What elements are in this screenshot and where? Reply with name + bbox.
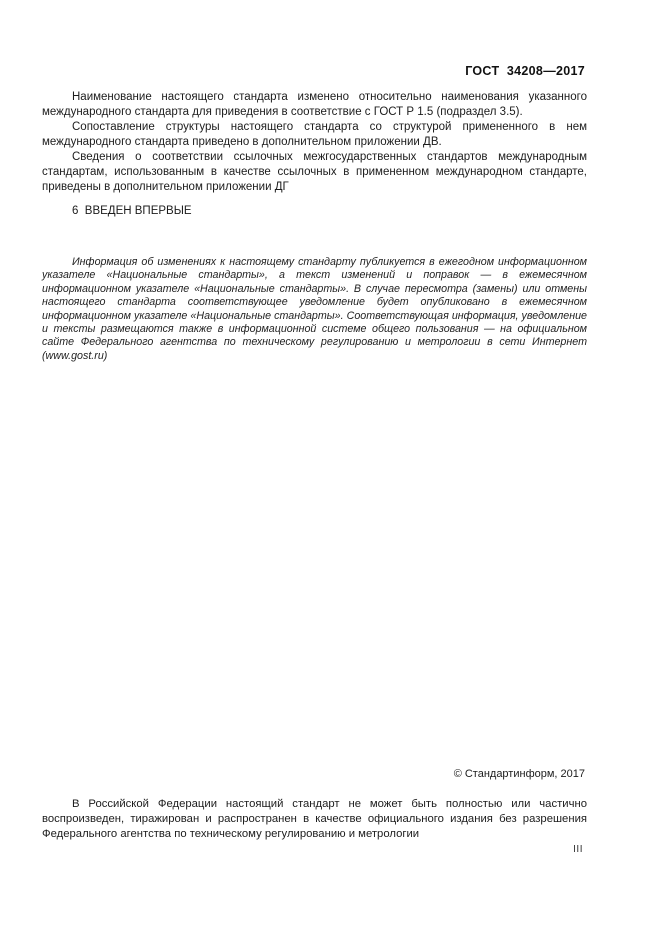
clause-6-introduced-first-time: 6 ВВЕДЕН ВПЕРВЫЕ: [72, 205, 192, 217]
foreword-paragraph-2: Сопоставление структуры настоящего стандарта со структурой примененного в нем международного стандарта приведено в дополнительном приложении ДВ.: [42, 121, 587, 148]
copyright-notice: © Стандартинформ, 2017: [453, 768, 585, 780]
standard-code-header: ГОСТ 34208—2017: [465, 64, 585, 78]
amendments-information-note: Информация об изменениях к настоящему стандарту публикуется в ежегодном информационном указателе «Национальные стандарты», а текст изменений и поправок — в ежемесячном информационном указателе «Национальные стандарты». В случае пересмотра (замены) или отмены настоящего стандарта соответствующее уведомление будет опубликовано в ежемесячном информационном указателе «Национальные стандарты». Соответствующая информация, уведомление и тексты размещаются также в информационной системе общего пользования — на официальном сайте Федерального агентства по техническому регулированию и метрологии в сети Интернет (www.gost.ru): [42, 256, 587, 362]
page-number: III: [573, 844, 583, 855]
foreword-paragraph-3: Сведения о соответствии ссылочных межгосударственных стандартов международным стандартам, использованным в качестве ссылочных в примененном международном стандарте, приведены в дополнительном приложении ДГ: [42, 151, 587, 193]
foreword-text-block: [42, 90, 587, 219]
foreword-paragraph-1: Наименование настоящего стандарта изменено относительно наименования указанного международного стандарта для приведения в соответствие с ГОСТ Р 1.5 (подраздел 3.5).: [42, 91, 587, 118]
reproduction-restriction-notice: В Российской Федерации настоящий стандарт не может быть полностью или частично воспроизведен, тиражирован и распространен в качестве официального издания без разрешения Федерального агентства по техническому регулированию и метрологии: [42, 798, 587, 840]
